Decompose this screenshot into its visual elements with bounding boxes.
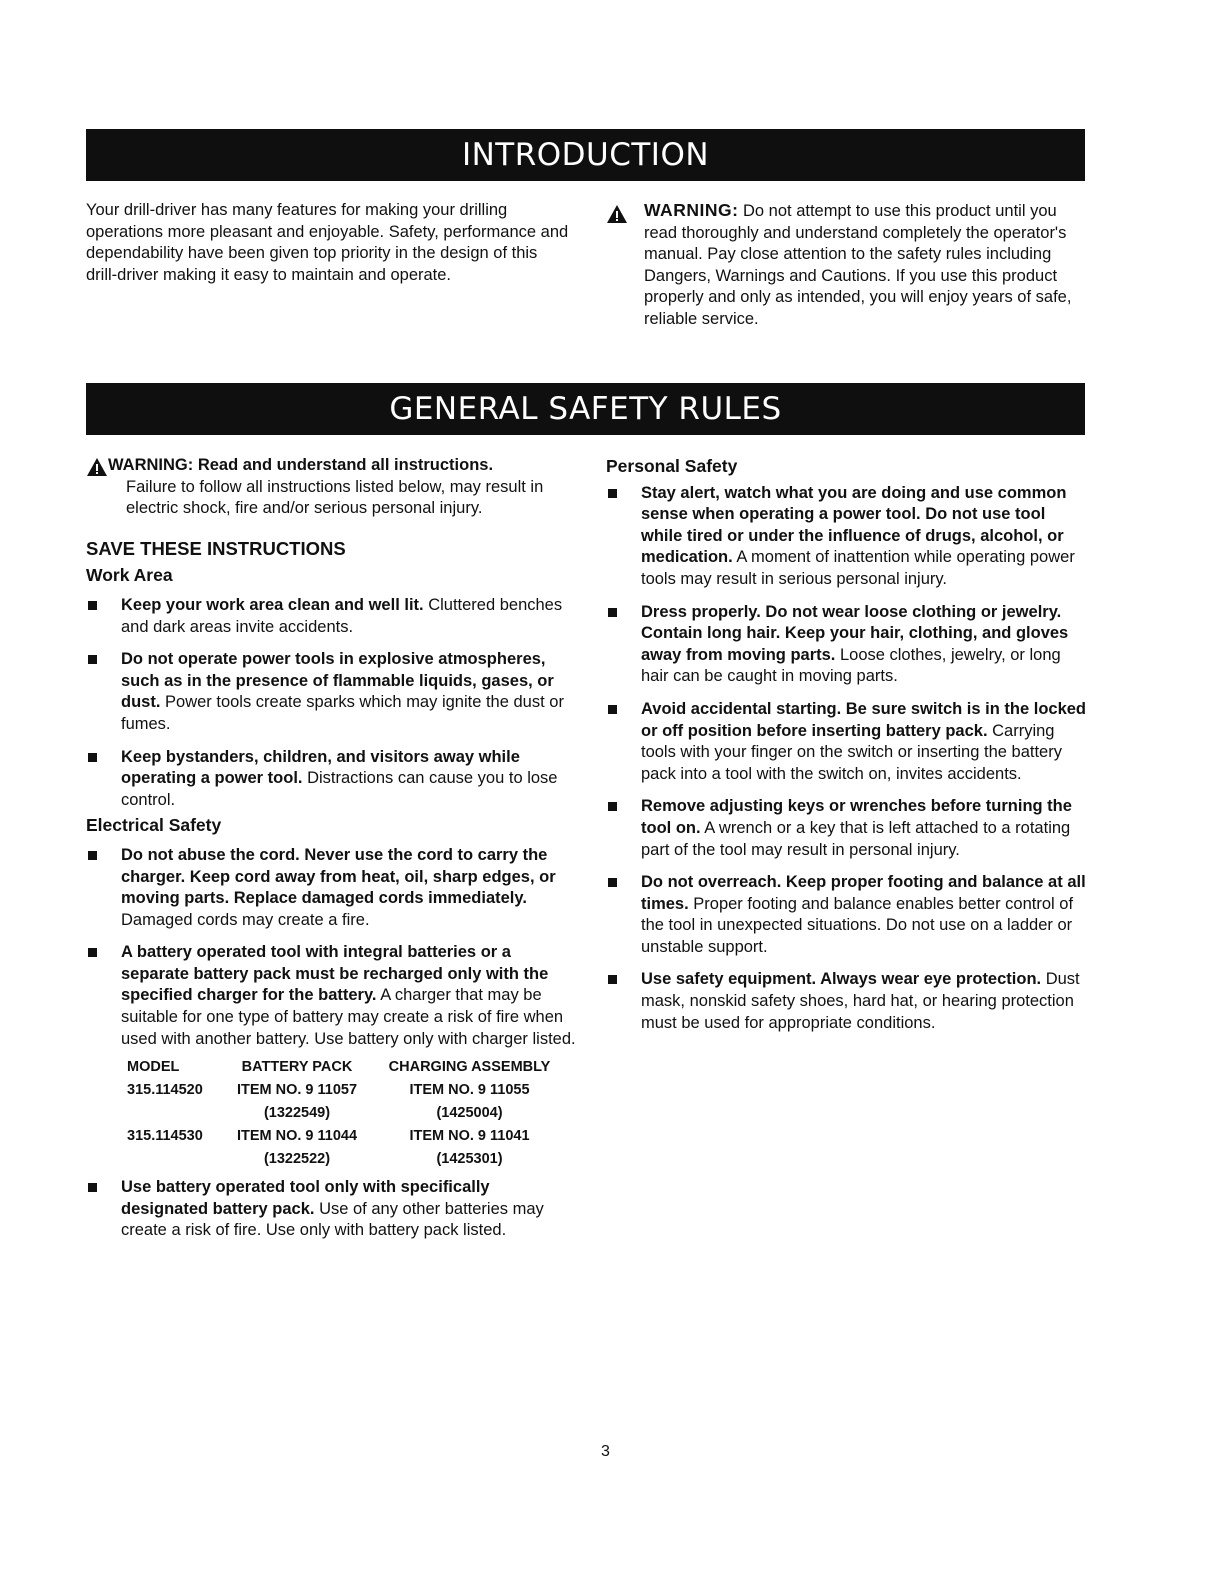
- work-area-heading: Work Area: [86, 565, 173, 586]
- intro-warning: [606, 200, 1076, 330]
- intro-left-column: [86, 200, 572, 286]
- bullet-square-icon: [608, 802, 617, 811]
- model-battery-table: [127, 1056, 567, 1171]
- bullet-square-icon: [608, 975, 617, 984]
- item-text: Proper footing and balance enables better control of the tool in unexpected situations. Do not use on a ladder or unstable support.: [641, 894, 1074, 956]
- item-bold: Use safety equipment. Always wear eye protection.: [641, 970, 1042, 989]
- table-header: CHARGING ASSEMBLY: [388, 1059, 551, 1076]
- table-row: [127, 1102, 567, 1125]
- item-bold: Do not operate power tools in explosive atmospheres, such as in the presence of flammable liquids, gases, or dust.: [121, 650, 554, 712]
- page-number: 3: [601, 1443, 610, 1460]
- list-item: [86, 845, 576, 931]
- item-text: Carrying tools with your finger on the switch or inserting the battery pack into a tool with the switch on, invites accidents.: [641, 721, 1062, 783]
- rules-left-column: [86, 455, 576, 1253]
- bullet-square-icon: [88, 1183, 97, 1192]
- item-bold: Do not abuse the cord. Never use the cord to carry the charger. Keep cord away from heat, oil, sharp edges, or moving parts. Replace damaged cords immediately.: [121, 845, 556, 908]
- item-text: Damaged cords may create a fire.: [121, 910, 370, 929]
- bullet-square-icon: [88, 655, 97, 664]
- table-row: [127, 1079, 567, 1102]
- bullet-square-icon: [608, 878, 617, 887]
- item-bold: Use battery operated tool only with specifically designated battery pack.: [121, 1178, 490, 1218]
- item-bold: Keep bystanders, children, and visitors away while operating a power tool.: [121, 747, 520, 788]
- table-cell: 315.114520: [127, 1082, 203, 1099]
- intro-paragraph: Your drill-driver has many features for making your drilling operations more pleasant and enjoyable. Safety, performance and dependability have been given top priority in the design of this drill-driver making it easy to maintain and operate.: [86, 201, 569, 284]
- bullet-square-icon: [608, 705, 617, 714]
- intro-warning-body: Do not attempt to use this product until you read thoroughly and understand completely the operator's manual. Pay close attention to the safety rules including Dangers, Warnings and Cautions. If you use this product properly and only as intended, you will enjoy years of safe, reliable service.: [644, 202, 1072, 328]
- table-cell: 315.114530: [127, 1128, 203, 1145]
- list-item: [606, 872, 1090, 958]
- bullet-square-icon: [88, 753, 97, 762]
- general-safety-rules-title: GENERAL SAFETY RULES: [389, 391, 782, 427]
- list-item: [86, 1177, 576, 1242]
- table-cell: (1425004): [436, 1105, 503, 1122]
- item-text: Use of any other batteries may create a risk of fire. Use only with battery pack listed.: [121, 1199, 544, 1240]
- item-text: Power tools create sparks which may ignite the dust or fumes.: [121, 693, 564, 733]
- item-bold: Remove adjusting keys or wrenches before turning the tool on.: [641, 797, 1072, 837]
- bullet-square-icon: [88, 851, 97, 860]
- table-cell: (1425301): [436, 1151, 503, 1168]
- save-instructions-heading: SAVE THESE INSTRUCTIONS: [86, 537, 346, 559]
- table-header: BATTERY PACK: [241, 1059, 353, 1076]
- item-text: A wrench or a key that is left attached to a rotating part of the tool may result in personal injury.: [641, 818, 1071, 859]
- table-cell: [127, 1102, 222, 1125]
- table-cell: (1322522): [263, 1151, 331, 1168]
- list-item: [86, 649, 576, 735]
- item-text: Distractions can cause you to lose control.: [121, 769, 558, 809]
- item-bold: Stay alert, watch what you are doing and use common sense when operating a power tool. Do not use tool while tired or under the influence of drugs, alcohol, or medication.: [641, 483, 1067, 567]
- item-text: Cluttered benches and dark areas invite accidents.: [121, 595, 563, 636]
- intro-warning-label: WARNING:: [644, 200, 739, 220]
- item-text: Loose clothes, jewelry, or long hair can be caught in moving parts.: [641, 645, 1061, 686]
- item-bold: A battery operated tool with integral batteries or a separate battery pack must be recharged only with the specified charger for the battery.: [121, 943, 549, 1005]
- table-header: MODEL: [127, 1059, 180, 1076]
- electrical-safety-list-continued: [86, 1177, 576, 1242]
- bullet-square-icon: [608, 489, 617, 498]
- personal-safety-heading: Personal Safety: [606, 456, 738, 476]
- work-area-list: [86, 595, 576, 811]
- rules-warning: [86, 455, 576, 520]
- item-bold: Keep your work area clean and well lit.: [121, 595, 424, 614]
- rules-warning-text: Failure to follow all instructions listed below, may result in electric shock, fire and/or serious personal injury.: [126, 477, 544, 518]
- electrical-safety-heading: Electrical Safety: [86, 815, 222, 836]
- intro-warning-text: [606, 200, 1076, 330]
- bullet-square-icon: [88, 601, 97, 610]
- list-item: [86, 747, 576, 812]
- list-item: [606, 796, 1090, 861]
- electrical-safety-list: [86, 845, 576, 1050]
- table-cell: ITEM NO. 9 11044: [236, 1128, 358, 1145]
- introduction-title: INTRODUCTION: [461, 137, 710, 173]
- table-row: [127, 1125, 567, 1148]
- item-text: Dust mask, nonskid safety shoes, hard hat, or hearing protection must be used for appropriate conditions.: [641, 970, 1080, 1032]
- table-cell: [127, 1148, 222, 1171]
- bullet-square-icon: [608, 608, 617, 617]
- personal-safety-list: [606, 483, 1090, 1035]
- table-row: [127, 1148, 567, 1171]
- rules-warning-heading: WARNING: Read and understand all instructions.: [108, 456, 494, 474]
- bullet-square-icon: [88, 948, 97, 957]
- warning-triangle-icon: [86, 457, 108, 477]
- table-cell: ITEM NO. 9 11041: [409, 1128, 530, 1145]
- list-item: [86, 942, 576, 1050]
- list-item: [606, 483, 1090, 591]
- item-text: A moment of inattention while operating power tools may result in serious personal injury.: [641, 548, 1075, 588]
- table-cell: ITEM NO. 9 11055: [409, 1082, 530, 1099]
- list-item: [86, 595, 576, 638]
- list-item: [606, 602, 1090, 688]
- list-item: [606, 699, 1090, 785]
- rules-right-column: [606, 456, 1090, 1045]
- item-bold: Do not overreach. Keep proper footing and balance at all times.: [641, 873, 1086, 913]
- list-item: [606, 969, 1090, 1034]
- item-text: A charger that may be suitable for one type of battery may create a risk of fire when used with another battery. Use battery only with charger listed.: [121, 986, 576, 1048]
- general-safety-rules-banner: [86, 383, 1085, 435]
- item-bold: Avoid accidental starting. Be sure switch is in the locked or off position before inserting battery pack.: [641, 699, 1087, 740]
- table-cell: (1322549): [263, 1105, 331, 1122]
- table-header-row: [127, 1056, 567, 1079]
- table-cell: ITEM NO. 9 11057: [236, 1082, 358, 1099]
- introduction-banner: [86, 129, 1085, 181]
- warning-triangle-icon: [606, 204, 628, 224]
- item-bold: Dress properly. Do not wear loose clothing or jewelry. Contain long hair. Keep your hair, clothing, and gloves away from moving parts.: [641, 602, 1069, 664]
